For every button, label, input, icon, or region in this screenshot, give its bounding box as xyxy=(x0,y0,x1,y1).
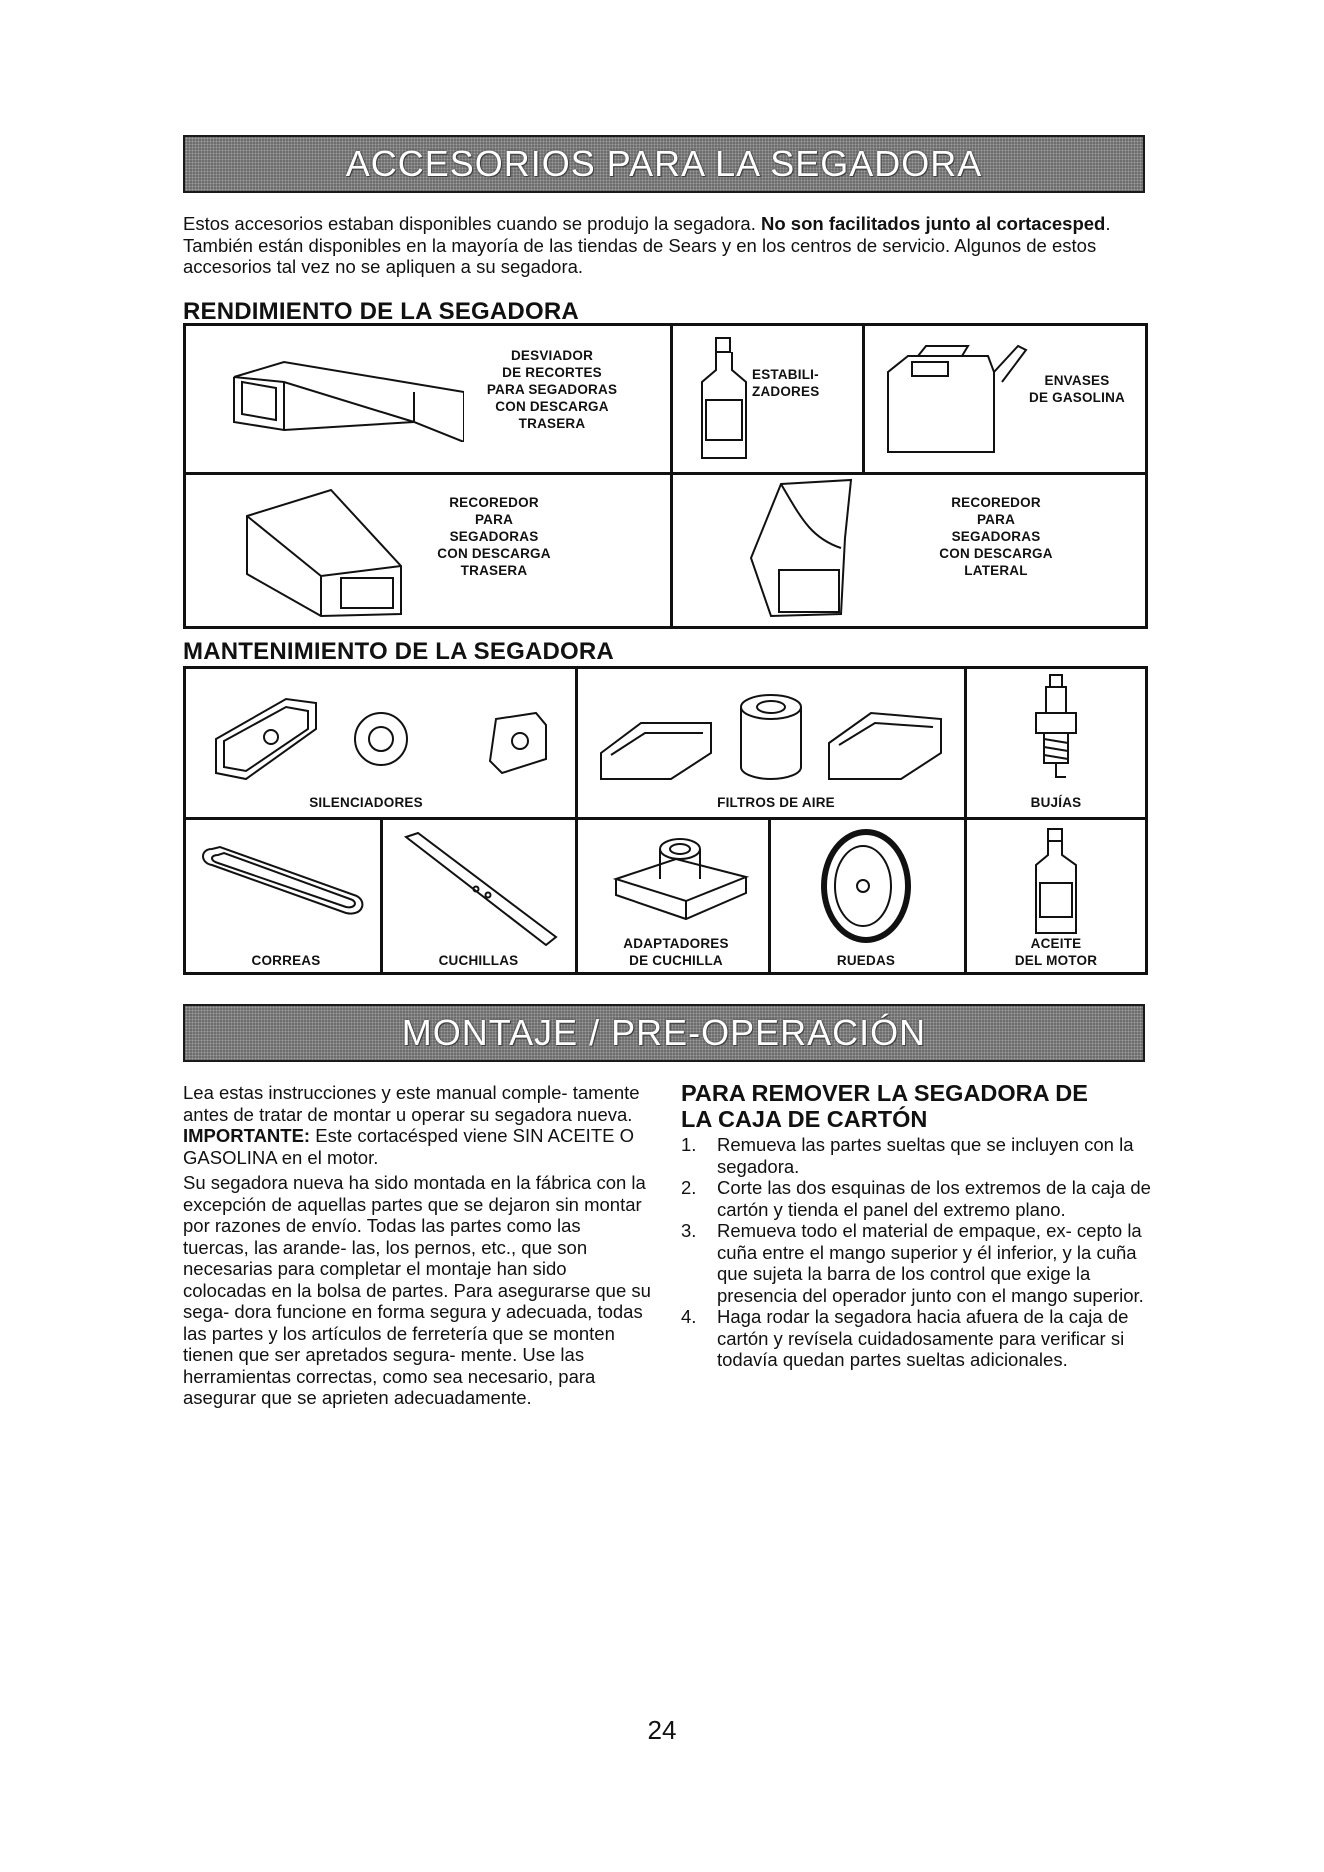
oil-bottle-icon xyxy=(1028,827,1084,935)
label-adaptadores-de-cuchilla: ADAPTADORES DE CUCHILLA xyxy=(623,936,729,968)
grid-divider xyxy=(575,669,578,972)
remove-steps-list xyxy=(681,1134,1151,1371)
label-aceite-del-motor: ACEITE DEL MOTOR xyxy=(1014,936,1098,968)
maintenance-accessories-grid xyxy=(183,666,1148,975)
list-item: 4. Haga rodar la segadora hacia afuera de la caja de cartón y revísela cuidadosamente para verificar si todavía quedan partes sueltas adicionales. xyxy=(681,1306,1129,1370)
label-correas: CORREAS xyxy=(251,953,321,968)
intro-bold-text: No son facilitados junto al cortacesped xyxy=(760,213,1106,234)
label-filtros-de-aire: FILTROS DE AIRE xyxy=(717,795,835,810)
page-number: 24 xyxy=(647,1715,677,1745)
grid-divider xyxy=(186,817,1145,820)
assembly-paragraph: Su segadora nueva ha sido montada en la fábrica con la excepción de aquellas partes que se dejaron sin montar por razones de envío. Todas las partes como las tuercas, las arande- las, los pernos, etc., que son necesarias para completar el montaje han sido colocadas en la bolsa de partes. Para asegurarse que su sega- dora funcione en forma segura y adecuada, todas las partes y los artículos de ferretería que se monten tienen que ser apretados segura- mente. Use las herramientas correctas, como sea necesario, para asegurar que se aprieten adecuadamente. xyxy=(183,1172,651,1408)
spark-plug-icon xyxy=(1026,673,1086,791)
section-banner-assembly xyxy=(183,1004,1145,1062)
remove-from-carton-section xyxy=(681,1080,1151,1371)
label-estabilizadores: ESTABILI- ZADORES xyxy=(752,367,820,399)
banner-title: MONTAJE / PRE-OPERACIÓN xyxy=(401,1012,927,1053)
air-filter-icon xyxy=(591,683,951,791)
intro-text-continued: . También están disponibles en la mayoría de las tiendas de Sears y en los centros de servicio. Algunos de estos accesorios tal vez no se apliquen a su segadora. xyxy=(183,213,1111,277)
assembly-instructions-left xyxy=(183,1082,651,1409)
performance-heading: RENDIMIENTO DE LA SEGADORA xyxy=(183,298,579,325)
stabilizer-bottle-icon xyxy=(694,336,754,461)
muffler-icon xyxy=(206,689,556,789)
maintenance-heading: MANTENIMIENTO DE LA SEGADORA xyxy=(183,638,614,665)
grid-divider xyxy=(862,326,865,472)
label-recoredor-trasera: RECOREDOR PARA SEGADORAS CON DESCARGA TRASERA xyxy=(437,495,551,578)
section-banner-accessories xyxy=(183,135,1145,193)
label-recoredor-lateral: RECOREDOR PARA SEGADORAS CON DESCARGA LATERAL xyxy=(939,495,1053,578)
banner-title: ACCESORIOS PARA LA SEGADORA xyxy=(345,143,983,184)
wheel-icon xyxy=(811,827,921,945)
intro-text: Estos accesorios estaban disponibles cuando se produjo la segadora. xyxy=(183,213,761,234)
gas-can-icon xyxy=(878,332,1028,460)
belt-icon xyxy=(196,839,371,919)
intro-instructions: Lea estas instrucciones y este manual comple- tamente antes de tratar de montar u operar su segadora nueva. xyxy=(183,1082,640,1125)
list-item: 3. Remueva todo el material de empaque, ex- cepto la cuña entre el mango superior y él inferior, y la cuña que sujeta la barra de los control que exige la presencia del operador junto con el mango superior. xyxy=(681,1220,1144,1306)
mulch-plug-icon xyxy=(224,352,464,442)
list-item: 2. Corte las dos esquinas de los extremos de la caja de cartón y tienda el panel del extremo plano. xyxy=(681,1177,1151,1220)
label-bujias: BUJÍAS xyxy=(1030,795,1082,810)
list-item: 1. Remueva las partes sueltas que se incluyen con la segadora. xyxy=(681,1134,1134,1177)
intro-paragraph xyxy=(183,213,1148,278)
remove-heading: PARA REMOVER LA SEGADORA DE LA CAJA DE CARTÓN xyxy=(681,1080,1088,1132)
performance-accessories-grid xyxy=(183,323,1148,629)
important-label: IMPORTANTE: xyxy=(183,1125,311,1146)
important-note xyxy=(183,1125,651,1168)
label-cuchillas: CUCHILLAS xyxy=(438,953,519,968)
grid-divider xyxy=(670,326,673,626)
blade-adapter-icon xyxy=(596,829,756,929)
label-silenciadores: SILENCIADORES xyxy=(309,795,423,810)
grid-divider xyxy=(186,472,1145,475)
grid-divider xyxy=(380,817,383,972)
grid-divider xyxy=(964,669,967,972)
label-ruedas: RUEDAS xyxy=(836,953,896,968)
side-bag-icon xyxy=(741,478,861,618)
label-envases-de-gasolina: ENVASES DE GASOLINA xyxy=(1029,373,1125,405)
important-text: Este cortacésped viene SIN ACEITE O GASOLINA en el motor. xyxy=(183,1125,634,1168)
blade-icon xyxy=(396,829,566,949)
grid-divider xyxy=(768,817,771,972)
label-desviador-de-recortes: DESVIADOR DE RECORTES PARA SEGADORAS CON DESCARGA TRASERA xyxy=(486,348,618,431)
rear-bag-icon xyxy=(241,486,421,621)
